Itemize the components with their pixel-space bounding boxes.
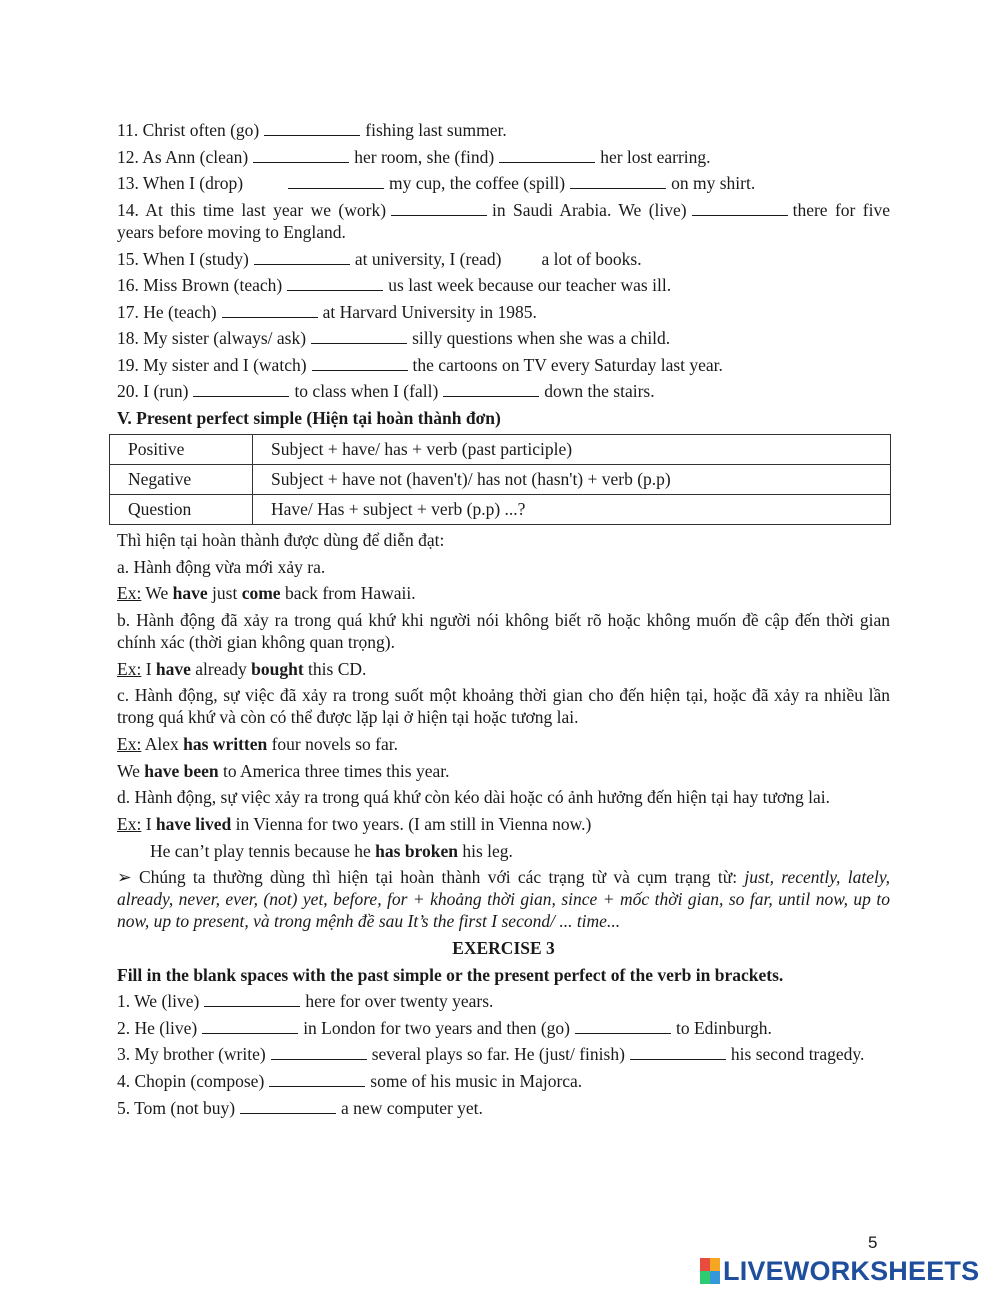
question-text: 13. When I (drop) — [117, 173, 244, 193]
answer-blank[interactable] — [443, 382, 539, 397]
answer-blank[interactable] — [570, 174, 666, 189]
question-text: some of his music in Majorca. — [370, 1071, 583, 1091]
question-text: 4. Chopin (compose) — [117, 1071, 265, 1091]
answer-blank[interactable] — [312, 356, 408, 371]
answer-blank[interactable] — [222, 303, 318, 318]
example-bold: have — [172, 583, 208, 603]
worksheet-page — [117, 117, 890, 1121]
example-text: four novels so far. — [267, 734, 398, 754]
example-bold: have — [155, 658, 191, 679]
question-text: her lost earring. — [600, 146, 711, 167]
table-label: Question — [110, 495, 253, 525]
example-text: already — [190, 658, 252, 679]
question-text: 18. My sister (always/ ask) — [117, 328, 307, 348]
table-row — [110, 435, 891, 465]
question-text: at university, I (read) — [354, 248, 502, 269]
example-text: I — [145, 658, 156, 679]
example-bold: bought — [251, 658, 304, 679]
example-text: to America three times this year. — [218, 760, 450, 781]
question-line — [117, 246, 890, 273]
answer-blank[interactable] — [253, 148, 349, 163]
question-text: 1. We (live) — [117, 991, 200, 1011]
exercise-title: EXERCISE 3 — [452, 938, 555, 958]
question-text: to class when I (fall) — [294, 381, 439, 401]
question-text: 20. I (run) — [117, 381, 189, 401]
question-text: here for over twenty years. — [305, 991, 494, 1011]
usage-b: b. Hành động đã xảy ra trong quá khứ khi người nói không biết rõ hoặc không muốn đề cập đến thời gian chính xác (thời gian không quan trọng). — [117, 609, 890, 652]
example-line — [117, 656, 890, 683]
answer-blank[interactable] — [630, 1045, 726, 1060]
logo-block — [710, 1258, 720, 1271]
question-text: a new computer yet. — [341, 1097, 483, 1118]
question-text: my cup, the coffee (spill) — [389, 173, 566, 193]
example-label: Ex: — [117, 583, 142, 603]
question-text: several plays so far. He (just/ finish) — [371, 1044, 625, 1064]
answer-blank[interactable] — [287, 276, 383, 291]
answer-blank[interactable] — [271, 1045, 367, 1060]
question-text: there for five years before moving to England. — [117, 199, 890, 242]
exercise-instruction: Fill in the blank spaces with the past simple or the present perfect of the verb in brackets. — [117, 964, 784, 985]
logo-block — [700, 1258, 710, 1271]
question-text: 16. Miss Brown (teach) — [117, 275, 283, 295]
usage-c: c. Hành động, sự việc đã xảy ra trong suốt một khoảng thời gian cho đến hiện tại, hoặc đã xảy ra nhiều lần trong quá khứ và còn có thể được lặp lại ở hiện tại hoặc tương lai. — [117, 685, 890, 727]
question-line — [117, 988, 890, 1015]
example-text: We — [117, 760, 145, 781]
answer-blank[interactable] — [391, 201, 487, 216]
usage-d: d. Hành động, sự việc xảy ra trong quá khứ còn kéo dài hoặc có ảnh hưởng đến hiện tại hay tương lai. — [117, 787, 830, 807]
question-text: 19. My sister and I (watch) — [117, 354, 307, 375]
example-line — [117, 811, 890, 838]
example-text: I — [145, 814, 156, 834]
example-text: just — [207, 583, 242, 603]
question-text: 15. When I (study) — [117, 248, 249, 269]
example-text: He can’t play tennis because he — [150, 840, 376, 861]
example-text: in Vienna for two years. (I am still in Vienna now.) — [231, 814, 592, 834]
question-text: 14. At this time last year we (work) — [117, 199, 387, 220]
note-text: ➢ Chúng ta thường dùng thì hiện tại hoàn thành với các trạng từ và cụm trạng từ: — [117, 867, 745, 887]
example-line — [117, 580, 890, 607]
question-line — [117, 299, 890, 326]
question-text: fishing last summer. — [365, 120, 507, 140]
question-line — [117, 1095, 890, 1122]
question-text: silly questions when she was a child. — [412, 328, 671, 348]
question-line — [117, 1015, 890, 1042]
question-line — [117, 378, 890, 405]
question-line — [117, 1068, 890, 1095]
answer-blank[interactable] — [264, 121, 360, 136]
liveworksheets-brand[interactable] — [700, 1256, 979, 1286]
question-line — [117, 144, 890, 171]
example-text: back from Hawaii. — [280, 583, 416, 603]
question-text: 12. As Ann (clean) — [117, 146, 249, 167]
table-row — [110, 495, 891, 525]
example-line — [117, 731, 890, 758]
example-line — [117, 838, 890, 865]
usage-a: a. Hành động vừa mới xảy ra. — [117, 556, 326, 577]
logo-block — [700, 1271, 710, 1284]
example-line — [117, 758, 890, 785]
example-text: We — [145, 583, 173, 603]
intro-text: Thì hiện tại hoàn thành được dùng để diễn đạt: — [117, 530, 445, 550]
question-text: 5. Tom (not buy) — [117, 1097, 236, 1118]
question-text: in London for two years and then (go) — [303, 1017, 570, 1038]
example-bold: has written — [183, 734, 268, 754]
answer-blank[interactable] — [202, 1019, 298, 1034]
question-line — [117, 272, 890, 299]
example-label: Ex: — [117, 734, 142, 754]
note-italic-text: just, recently, lately, already, never, ever, (not) yet, before, for + khoảng thời gian, since + mốc thời gian, so far, until now, up to now, up to present, và trong mệnh đề sau It’s the first I second/ ... time... — [117, 867, 890, 931]
grammar-table — [109, 434, 891, 525]
question-line — [117, 197, 890, 246]
example-label: Ex: — [117, 814, 142, 834]
answer-blank[interactable] — [499, 148, 595, 163]
answer-blank[interactable] — [193, 382, 289, 397]
question-line — [117, 170, 890, 197]
example-label: Ex: — [117, 658, 142, 679]
question-line — [117, 325, 890, 352]
answer-blank[interactable] — [240, 1099, 336, 1114]
question-text: 3. My brother (write) — [117, 1044, 266, 1064]
logo-block — [710, 1271, 720, 1284]
table-formula: Have/ Has + subject + verb (p.p) ...? — [253, 495, 891, 525]
example-text: Alex — [144, 734, 184, 754]
question-text: 2. He (live) — [117, 1017, 198, 1038]
question-text: 17. He (teach) — [117, 301, 217, 322]
example-text: this CD. — [303, 658, 367, 679]
example-bold: have been — [144, 760, 219, 781]
question-text: 11. Christ often (go) — [117, 120, 260, 140]
question-line — [117, 352, 890, 379]
question-text: to Edinburgh. — [676, 1017, 772, 1038]
example-bold: has broken — [375, 840, 458, 861]
table-label: Negative — [110, 465, 253, 495]
answer-blank[interactable] — [204, 992, 300, 1007]
page-number: 5 — [868, 1233, 878, 1252]
question-text: in Saudi Arabia. We (live) — [492, 199, 687, 220]
example-bold: come — [241, 583, 281, 603]
answer-blank[interactable] — [575, 1019, 671, 1034]
section-heading: V. Present perfect simple (Hiện tại hoàn thành đơn) — [117, 407, 501, 428]
question-text: us last week because our teacher was ill. — [388, 275, 672, 295]
question-text: her room, she (find) — [354, 146, 495, 167]
question-text: down the stairs. — [544, 381, 655, 401]
answer-blank[interactable] — [269, 1072, 365, 1087]
question-text: at Harvard University in 1985. — [322, 301, 537, 322]
question-text: his second tragedy. — [730, 1044, 865, 1064]
question-line — [117, 117, 890, 144]
question-line — [117, 1041, 890, 1068]
answer-blank[interactable] — [254, 250, 350, 265]
answer-blank[interactable] — [288, 174, 384, 189]
liveworksheets-logo-icon — [700, 1258, 720, 1284]
table-formula: Subject + have/ has + verb (past participle) — [253, 435, 891, 465]
question-text: the cartoons on TV every Saturday last year. — [412, 354, 723, 375]
table-row — [110, 465, 891, 495]
table-formula: Subject + have not (haven't)/ has not (hasn't) + verb (p.p) — [253, 465, 891, 495]
answer-blank[interactable] — [311, 329, 407, 344]
adverb-note — [117, 864, 890, 935]
example-bold: have lived — [155, 814, 232, 834]
table-label: Positive — [110, 435, 253, 465]
question-text: on my shirt. — [671, 173, 756, 193]
answer-blank[interactable] — [692, 201, 788, 216]
brand-text: LIVEWORKSHEETS — [723, 1255, 980, 1286]
example-text: his leg. — [458, 840, 513, 861]
question-text: a lot of books. — [541, 248, 642, 269]
